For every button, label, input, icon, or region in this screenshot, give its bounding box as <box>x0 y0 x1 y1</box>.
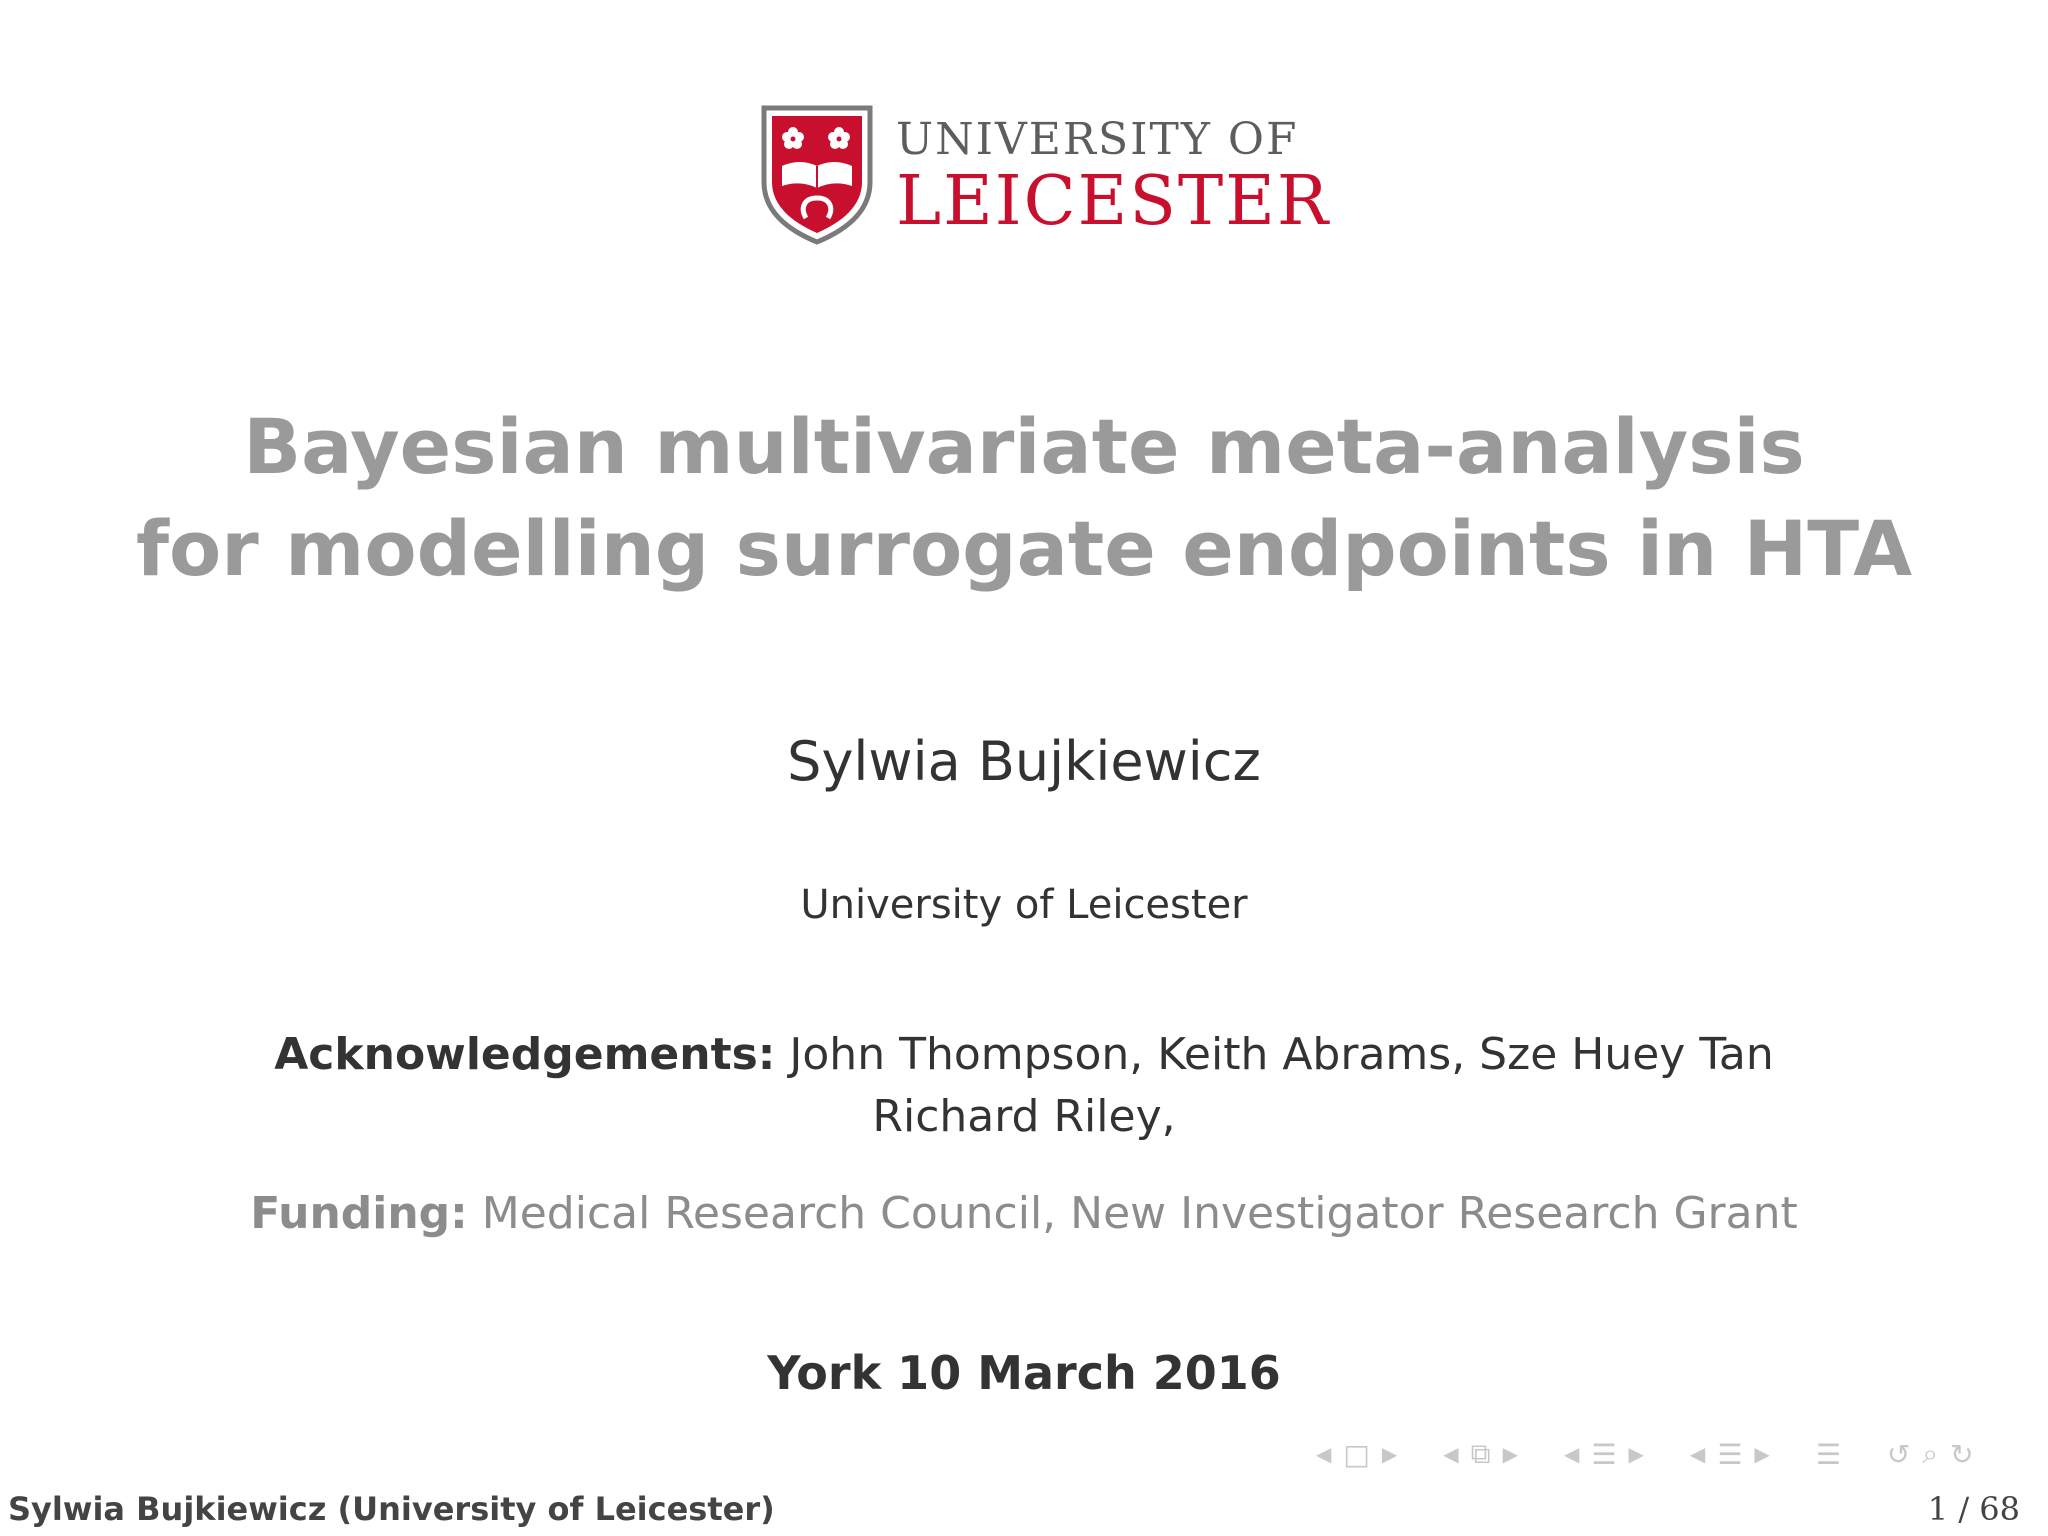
nav-document-group <box>1684 1438 1776 1471</box>
funding-label: Funding: <box>250 1188 468 1239</box>
university-wordmark <box>896 114 1331 241</box>
university-logo <box>760 104 1330 246</box>
page-number: 1 / 68 <box>1927 1490 2020 1528</box>
undo-icon[interactable]: ↺ <box>1886 1437 1911 1471</box>
footer-author: Sylwia Bujkiewicz (University of Leicester) <box>8 1490 775 1528</box>
institute: University of Leicester <box>800 882 1248 928</box>
funding-text: Medical Research Council, New Investigator Research Grant <box>481 1188 1798 1239</box>
nav-next-subsection-icon[interactable]: ▶ <box>1502 1442 1519 1466</box>
nav-next-frame-icon[interactable]: ▶ <box>1381 1442 1398 1466</box>
nav-prev-subsection-icon[interactable]: ◀ <box>1443 1442 1459 1466</box>
funding <box>0 1188 2048 1239</box>
nav-prev-frame-icon[interactable]: ◀ <box>1316 1442 1332 1466</box>
nav-next-section-icon[interactable]: ▶ <box>1628 1442 1644 1466</box>
title-line1: Bayesian multivariate meta-analysis <box>243 402 1805 491</box>
nav-subsection-group <box>1437 1437 1524 1471</box>
nav-section-group <box>1558 1438 1650 1471</box>
nav-frame-group <box>1310 1438 1403 1471</box>
title-line2: for modelling surrogate endpoints in HTA <box>135 504 1913 593</box>
presentation-title <box>0 396 2048 600</box>
nav-tools-group <box>1881 1437 1980 1471</box>
acknowledgements-line1: John Thompson, Keith Abrams, Sze Huey Tan <box>789 1029 1774 1080</box>
nav-prev-section-icon[interactable]: ◀ <box>1564 1442 1580 1466</box>
nav-subsection-icon[interactable]: ⧉ <box>1470 1437 1491 1470</box>
presentation-date: York 10 March 2016 <box>767 1346 1281 1400</box>
shield-crest-icon <box>760 104 874 246</box>
footer-bar <box>0 1486 2048 1536</box>
nav-next-document-icon[interactable]: ▶ <box>1754 1442 1770 1466</box>
acknowledgements <box>0 1024 2048 1148</box>
nav-document-icon[interactable]: ☰ <box>1717 1437 1743 1471</box>
beamer-navigation <box>1310 1437 2014 1471</box>
nav-frame-icon[interactable]: □ <box>1343 1437 1370 1471</box>
search-icon[interactable]: ⌕ <box>1922 1437 1939 1470</box>
nav-prev-document-icon[interactable]: ◀ <box>1689 1442 1706 1466</box>
nav-section-icon[interactable]: ☰ <box>1591 1437 1617 1471</box>
acknowledgements-line2: Richard Riley, <box>872 1091 1176 1142</box>
author-name: Sylwia Bujkiewicz <box>787 730 1261 793</box>
wordmark-line2: LEICESTER <box>896 162 1331 241</box>
nav-toc-group <box>1810 1438 1847 1471</box>
acknowledgements-label: Acknowledgements: <box>274 1029 776 1080</box>
nav-toc-icon[interactable]: ☰ <box>1815 1437 1841 1471</box>
redo-icon[interactable]: ↻ <box>1950 1437 1974 1471</box>
wordmark-line1: UNIVERSITY OF <box>896 114 1299 165</box>
